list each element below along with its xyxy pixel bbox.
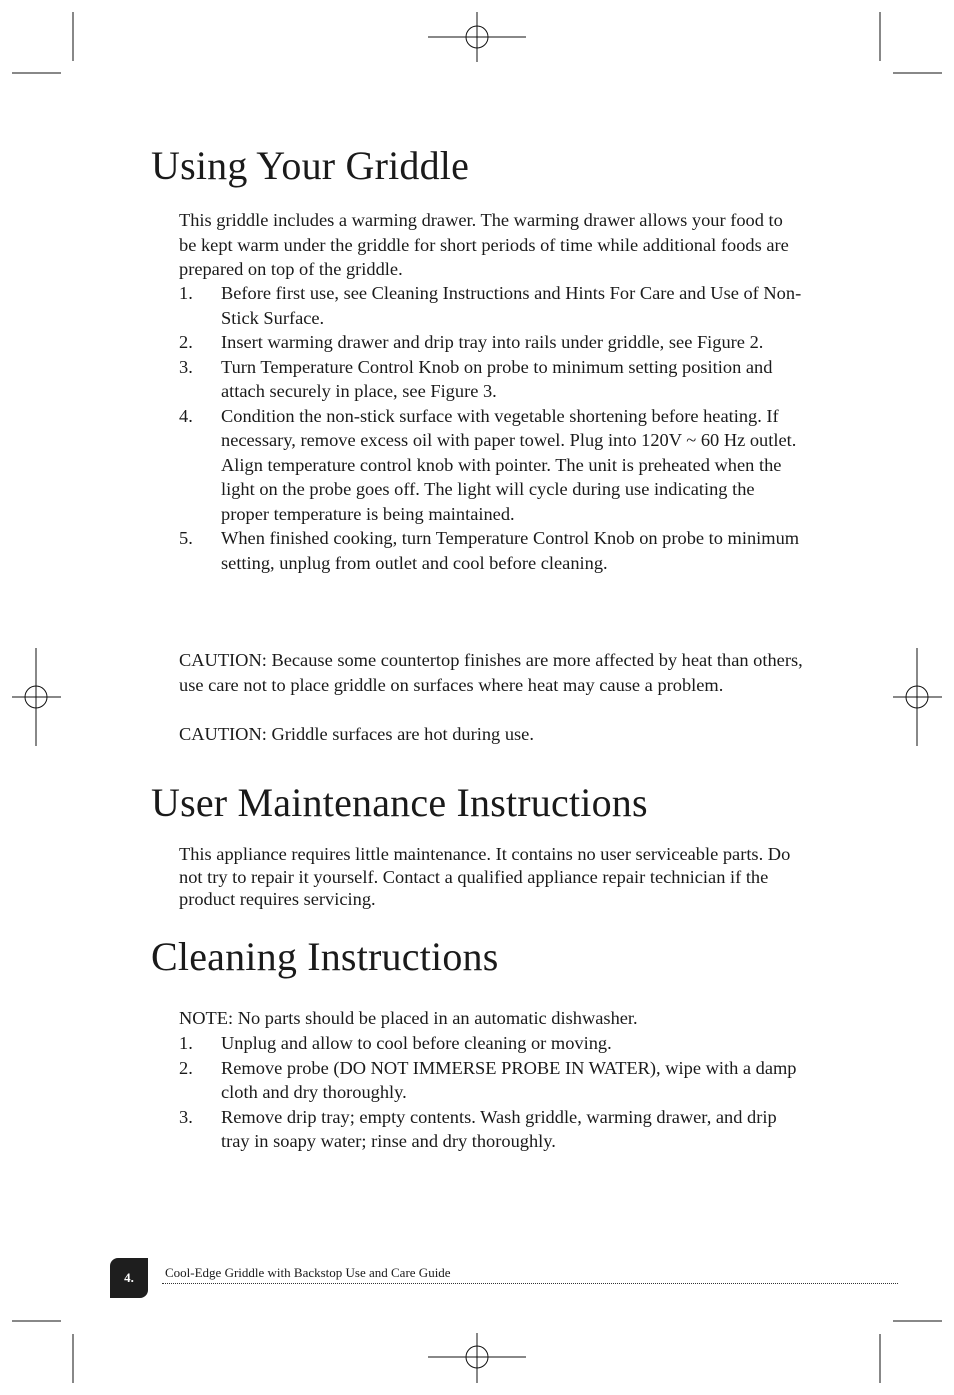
section-title-maintenance: User Maintenance Instructions [151, 780, 648, 825]
maintenance-text: This appliance requires little maintenance. It contains no user serviceable parts. Do not try to repair it yourself. Contact a qualified appliance repair technician if the product requires servicing. [179, 844, 791, 909]
section-title-cleaning: Cleaning Instructions [151, 934, 499, 979]
step-number: 1. [179, 283, 193, 303]
cleaning-note: NOTE: No parts should be placed in an automatic dishwasher. [179, 1008, 638, 1028]
step-text: Before first use, see Cleaning Instructions and Hints For Care and Use of Non-Stick Surface. [221, 283, 802, 328]
step-number: 4. [179, 405, 193, 426]
step-text: Remove probe (DO NOT IMMERSE PROBE IN WATER), wipe with a damp cloth and dry thoroughly. [221, 1057, 797, 1102]
using-intro: This griddle includes a warming drawer. The warming drawer allows your food to be kept warm under the griddle for short periods of time while additional foods are prepared on top of the griddle. [179, 210, 789, 279]
footer-dotted-rule [162, 1283, 898, 1284]
using-steps-list [179, 281, 804, 575]
step-number: 3. [179, 1106, 193, 1127]
step-text: Turn Temperature Control Knob on probe to minimum setting position and attach securely in place, see Figure 3. [221, 356, 773, 401]
caution-countertop: CAUTION: Because some countertop finishes are more affected by heat than others, use care not to place griddle on surfaces where heat may cause a problem. [179, 650, 803, 695]
caution-hot-surface: CAUTION: Griddle surfaces are hot during use. [179, 724, 534, 744]
step-text: When finished cooking, turn Temperature Control Knob on probe to minimum setting, unplug from outlet and cool before cleaning. [221, 528, 800, 573]
list-item [179, 404, 804, 527]
list-item [179, 1105, 804, 1154]
step-text: Condition the non-stick surface with vegetable shortening before heating. If necessary, remove excess oil with paper towel. Plug into 120V ~ 60 Hz outlet. Align temperature control knob with pointer. The unit is preheated when the light on the probe goes off. The light will cycle during use indicating the proper temperature is being maintained. [221, 405, 797, 524]
step-text: Remove drip tray; empty contents. Wash griddle, warming drawer, and drip tray in soapy water; rinse and dry thoroughly. [221, 1106, 777, 1151]
step-number: 2. [179, 1057, 193, 1078]
list-item [179, 1056, 804, 1105]
footer-guide-title: Cool-Edge Griddle with Backstop Use and Care Guide [165, 1265, 451, 1280]
step-text: Unplug and allow to cool before cleaning or moving. [221, 1033, 612, 1053]
step-text: Insert warming drawer and drip tray into rails under griddle, see Figure 2. [221, 332, 764, 352]
cleaning-steps-list [179, 1031, 804, 1154]
step-number: 3. [179, 356, 193, 377]
list-item [179, 1031, 804, 1056]
step-number: 1. [179, 1033, 193, 1053]
list-item [179, 330, 804, 355]
step-number: 5. [179, 528, 193, 548]
list-item [179, 281, 804, 330]
list-item [179, 526, 804, 575]
step-number: 2. [179, 332, 193, 352]
section-title-using: Using Your Griddle [151, 143, 470, 188]
list-item [179, 355, 804, 404]
page-number-badge: 4. [110, 1258, 148, 1298]
